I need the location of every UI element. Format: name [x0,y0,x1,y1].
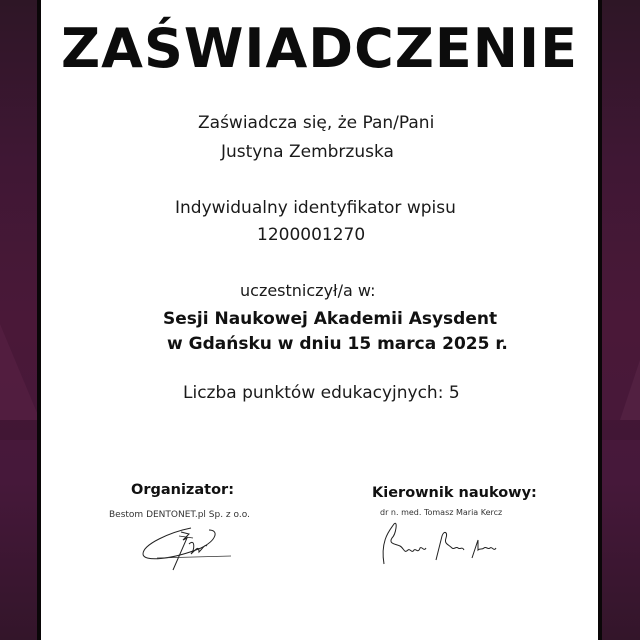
education-points: Liczba punktów edukacyjnych: 5 [183,383,460,403]
scientific-director-heading: Kierownik naukowy: [372,485,537,501]
organizer-signature-icon [131,520,251,580]
organizer-heading: Organizator: [131,482,235,498]
scientific-director-name: dr n. med. Tomasz Maria Kercz [380,508,503,517]
event-location-date: w Gdańsku w dniu 15 marca 2025 r. [167,334,508,354]
participant-name: Justyna Zembrzuska [221,142,394,162]
scientific-director-signature-icon [370,520,500,570]
identifier-label: Indywidualny identyfikator wpisu [175,198,456,218]
intro-text: Zaświadcza się, że Pan/Pani [198,113,435,133]
frame-edge-right [598,0,602,640]
participated-label: uczestniczył/a w: [240,281,376,300]
organizer-name: Bestom DENTONET.pl Sp. z o.o. [109,510,250,520]
event-name: Sesji Naukowej Akademii Asysdent [163,309,498,329]
identifier-value: 1200001270 [257,225,366,245]
certificate-card [41,0,598,640]
certificate-title: ZAŚWIADCZENIE [61,17,578,80]
